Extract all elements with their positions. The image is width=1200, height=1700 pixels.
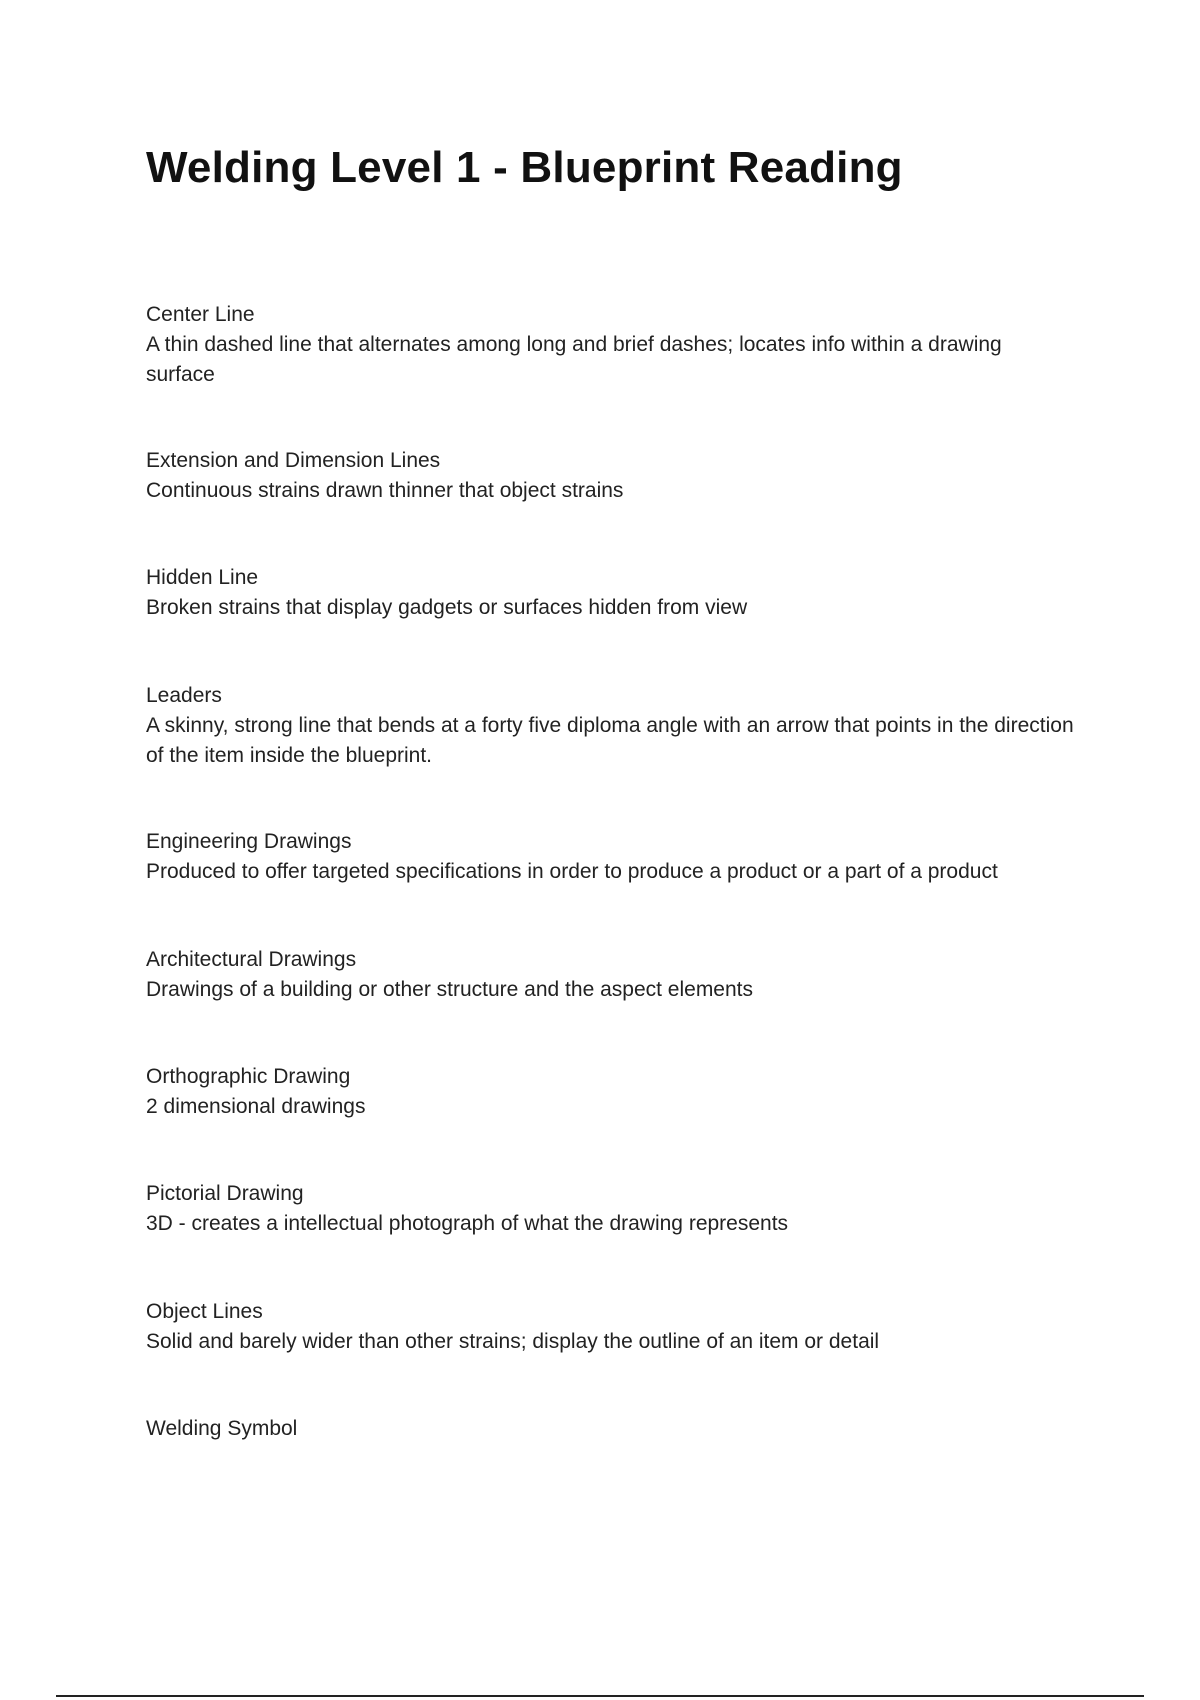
page-title: Welding Level 1 - Blueprint Reading [146, 143, 903, 192]
entry-term: Welding Symbol [146, 1417, 298, 1440]
glossary-entry [146, 1414, 1076, 1444]
glossary-entry [146, 1297, 1076, 1357]
entry-definition: 2 dimensional drawings [146, 1095, 366, 1118]
bottom-divider [56, 1695, 1144, 1697]
entry-term: Object Lines [146, 1300, 263, 1323]
entry-definition: A thin dashed line that alternates among long and brief dashes; locates info within a drawing surface [146, 333, 1002, 386]
entry-term: Pictorial Drawing [146, 1182, 304, 1205]
entry-term: Engineering Drawings [146, 830, 352, 853]
entry-definition: Produced to offer targeted specifications in order to produce a product or a part of a product [146, 860, 998, 883]
entry-term: Leaders [146, 684, 222, 707]
glossary-entry [146, 827, 1076, 887]
entry-term: Architectural Drawings [146, 948, 357, 971]
entry-term: Extension and Dimension Lines [146, 449, 441, 472]
entry-definition: Continuous strains drawn thinner that object strains [146, 479, 624, 502]
entry-term: Center Line [146, 303, 255, 326]
entry-definition: Broken strains that display gadgets or surfaces hidden from view [146, 596, 748, 619]
glossary-entry [146, 446, 1076, 506]
entry-term: Orthographic Drawing [146, 1065, 351, 1088]
entry-definition: Solid and barely wider than other strains; display the outline of an item or detail [146, 1330, 880, 1353]
entry-definition: Drawings of a building or other structure and the aspect elements [146, 978, 754, 1001]
entry-definition: 3D - creates a intellectual photograph of what the drawing represents [146, 1212, 789, 1235]
glossary-entry [146, 1179, 1076, 1239]
glossary-entry [146, 681, 1076, 771]
entry-term: Hidden Line [146, 566, 259, 589]
glossary-entry [146, 563, 1076, 623]
glossary-entry [146, 300, 1076, 390]
glossary-entry [146, 945, 1076, 1005]
glossary-entry [146, 1062, 1076, 1122]
entry-definition: A skinny, strong line that bends at a forty five diploma angle with an arrow that points in the direction of the item inside the blueprint. [146, 714, 1074, 767]
